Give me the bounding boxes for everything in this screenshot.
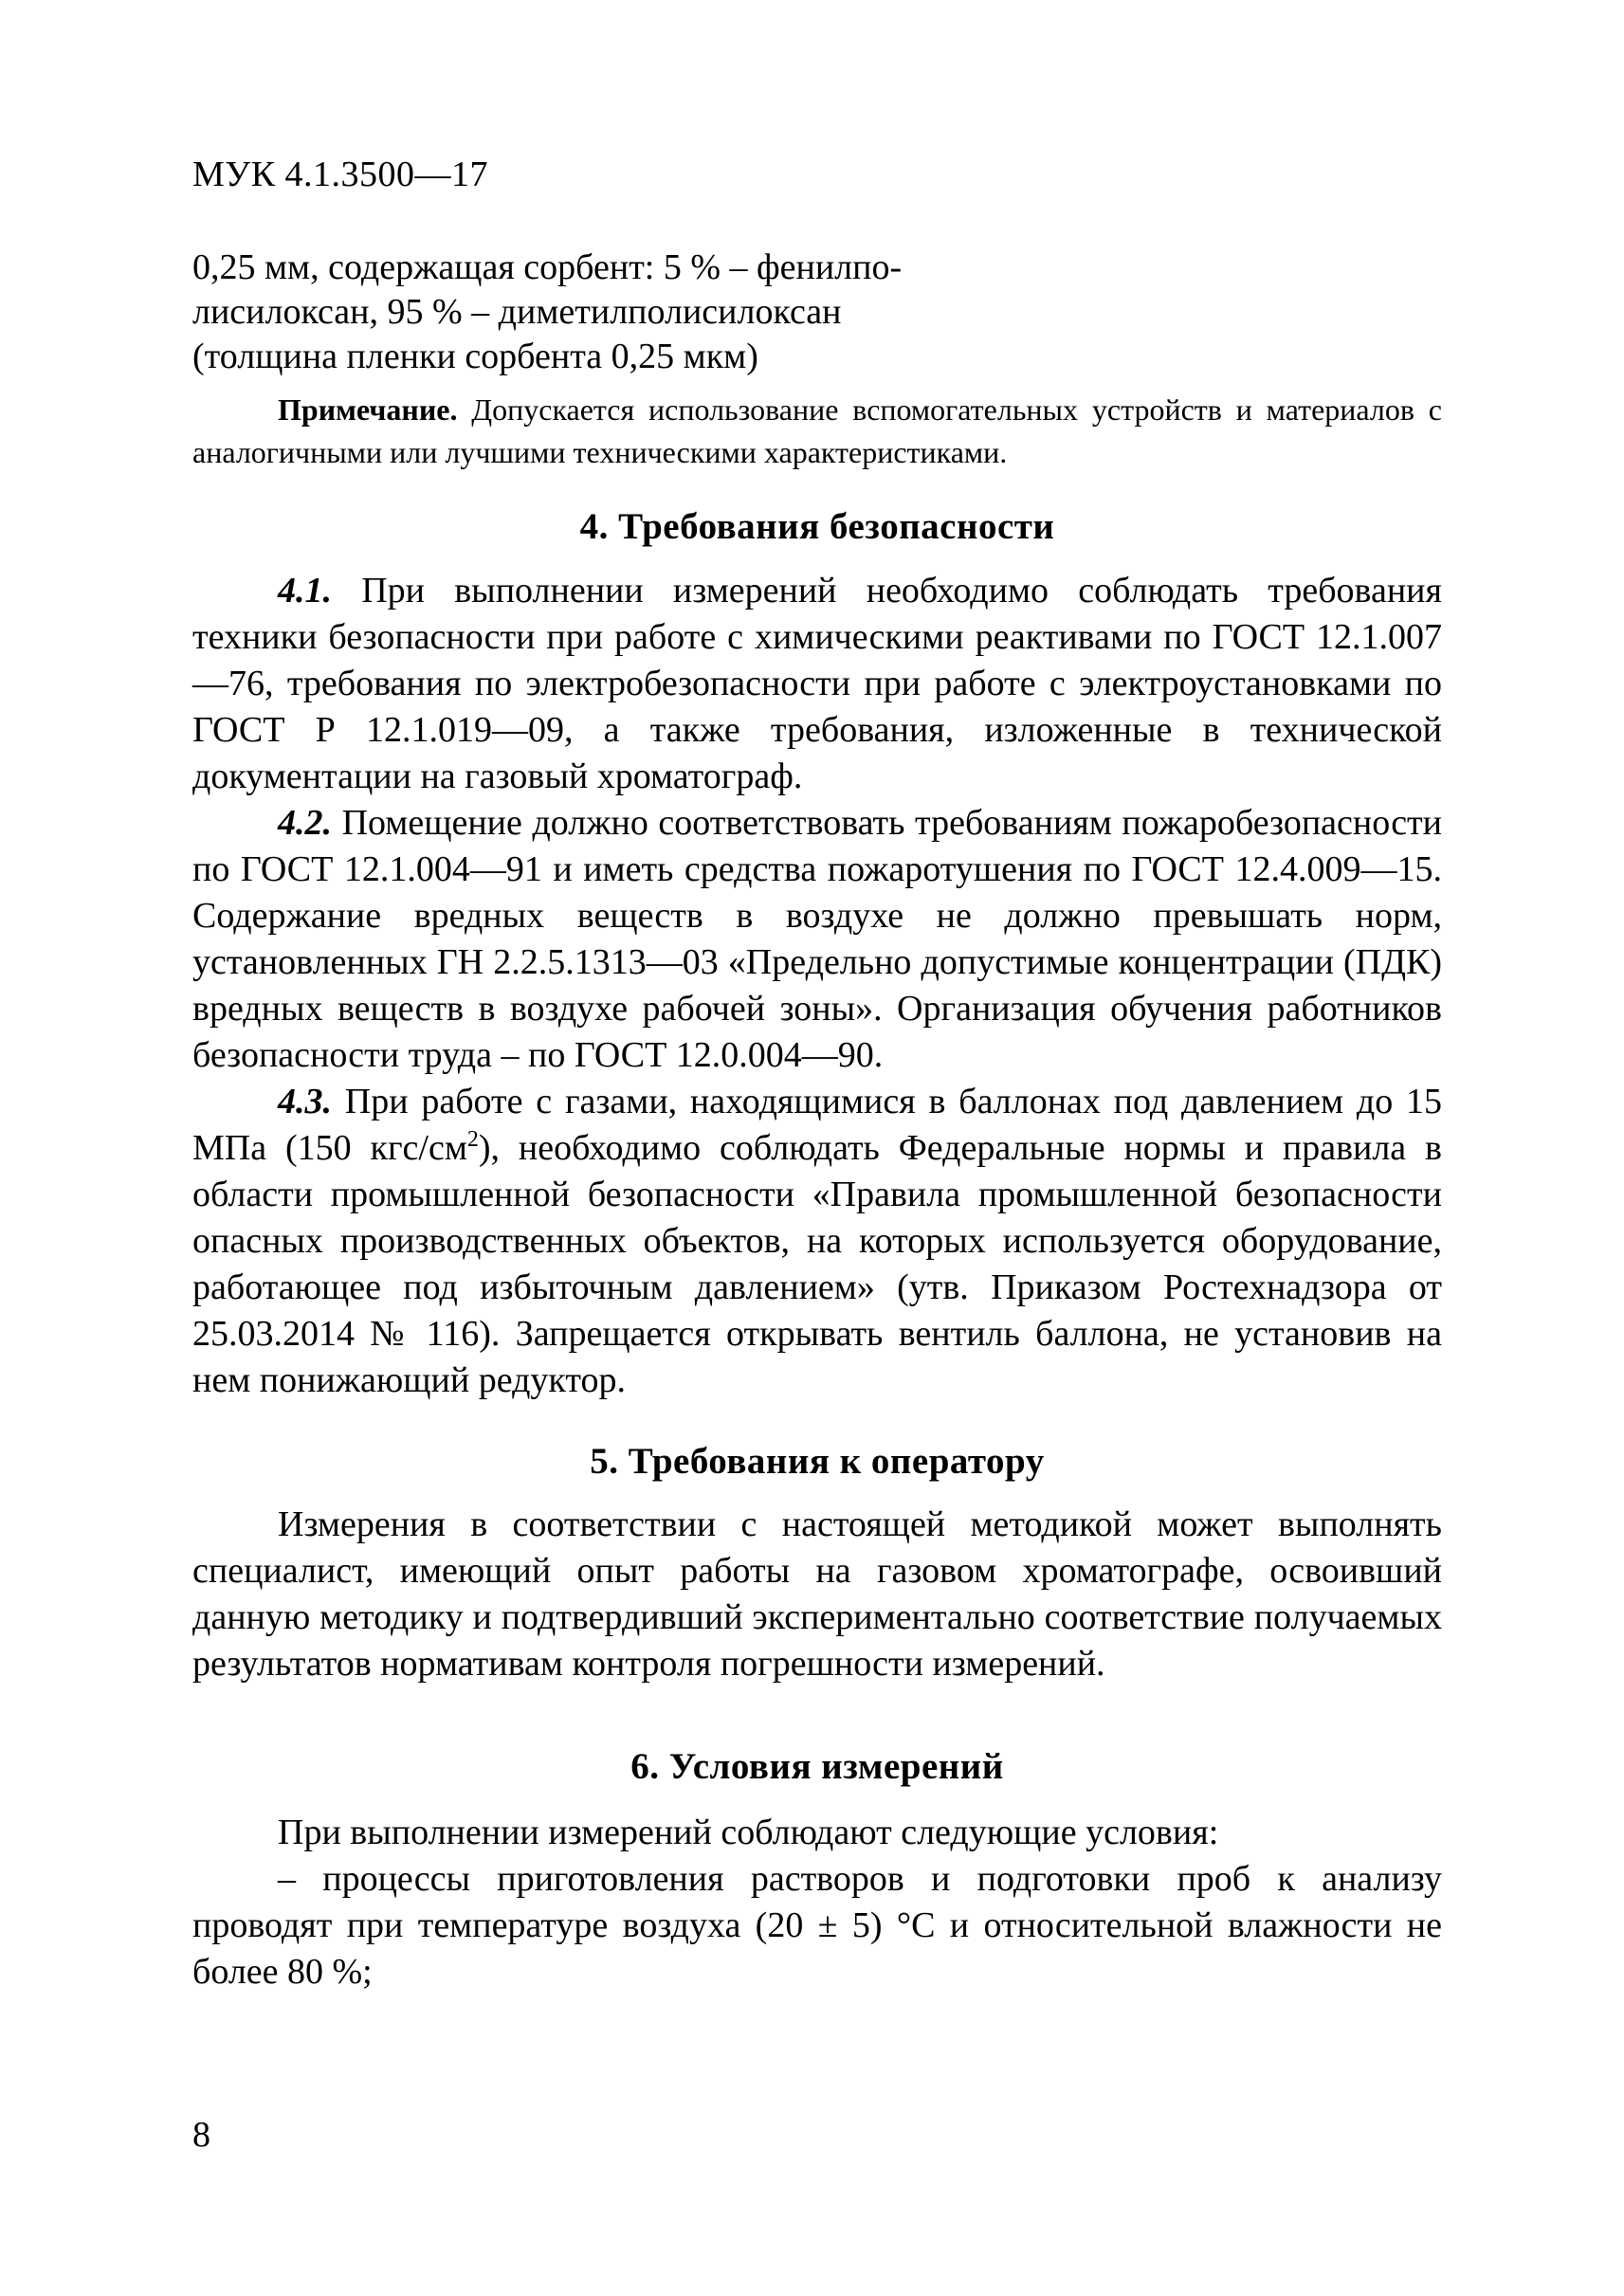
note-label: Примечание. (278, 392, 458, 427)
section-5-body (192, 1502, 1442, 1687)
paragraph-5: Измерения в соответствии с настоящей методикой может выполнять специалист, имеющий опыт работы на газовом хроматографе, освоивший данную методику и подтвердивший экспериментально соответствие получаемых результатов нормативам контроля погрешности измерений. (192, 1504, 1442, 1684)
paragraph-text: ), необходимо соблюдать Федеральные нормы и правила в области промышленной безопасности «Правила промышленной безопасности опасных производственных объектов, на которых используется оборудование, работающее под избыточным давлением» (утв. Приказом Ростехнадзора от 25.03.2014 № 116). Запрещается открывать вентиль баллона, не установив на нем понижающий редуктор. (192, 1128, 1442, 1400)
paragraph-text: При выполнении измерений необходимо соблюдать требования техники безопасности при работе с химическими реактивами по ГОСТ 12.1.007—76, требования по электробезопасности при работе с электроустановками по ГОСТ Р 12.1.019—09, а также требования, изложенные в технической документации на газовый хроматограф. (192, 571, 1442, 796)
running-header: МУК 4.1.3500—17 (192, 155, 489, 194)
paragraph-number: 4.3. (278, 1082, 332, 1121)
paragraph-number: 4.2. (278, 803, 332, 843)
paragraph-text: Помещение должно соответствовать требованиям пожаробезопасности по ГОСТ 12.1.004—91 и иметь средства пожаротушения по ГОСТ 12.4.009—15. Содержание вредных веществ в воздухе не должно превышать норм, установленных ГН 2.2.5.1313—03 «Предельно допустимые концентрации (ПДК) вредных веществ в воздухе рабочей зоны». Организация обучения работников безопасности труда – по ГОСТ 12.0.004—90. (192, 803, 1443, 1075)
section-5-title: 5. Требования к оператору (590, 1441, 1045, 1482)
paragraph-number: 4.1. (278, 571, 332, 610)
paragraph-4-2 (192, 800, 1442, 1079)
note (192, 389, 1442, 474)
paragraph-4-3 (192, 1079, 1442, 1404)
list-item-6-1: – процессы приготовления растворов и подготовки проб к анализу проводят при температуре воздуха (20 ± 5) °С и относительной влажности не более 80 %; (192, 1859, 1442, 1992)
paragraph-text: При работе с газами, находящимися в баллонах под давлением до 15 МПа (150 кгс/см (192, 1082, 1442, 1168)
table-continuation (192, 246, 998, 379)
section-6-body (192, 1810, 1442, 1995)
superscript: 2 (466, 1127, 479, 1152)
section-4-title: 4. Требования безопасности (579, 506, 1055, 547)
page-number: 8 (192, 2115, 210, 2155)
table-continuation-line: 0,25 мм, содержащая сорбент: 5 % – фенилпо- (192, 247, 903, 287)
paragraph-4-1 (192, 568, 1442, 800)
section-4-body (192, 568, 1442, 1404)
table-continuation-line: (толщина пленки сорбента 0,25 мкм) (192, 337, 758, 376)
paragraph-6-intro: При выполнении измерений соблюдают следующие условия: (278, 1813, 1219, 1852)
table-continuation-line: лисилоксан, 95 % – диметилполисилоксан (192, 292, 842, 332)
section-6-title: 6. Условия измерений (630, 1746, 1004, 1787)
note-text: Допускается использование вспомогательных устройств и материалов с аналогичными или лучшими техническими характеристиками. (192, 392, 1443, 469)
